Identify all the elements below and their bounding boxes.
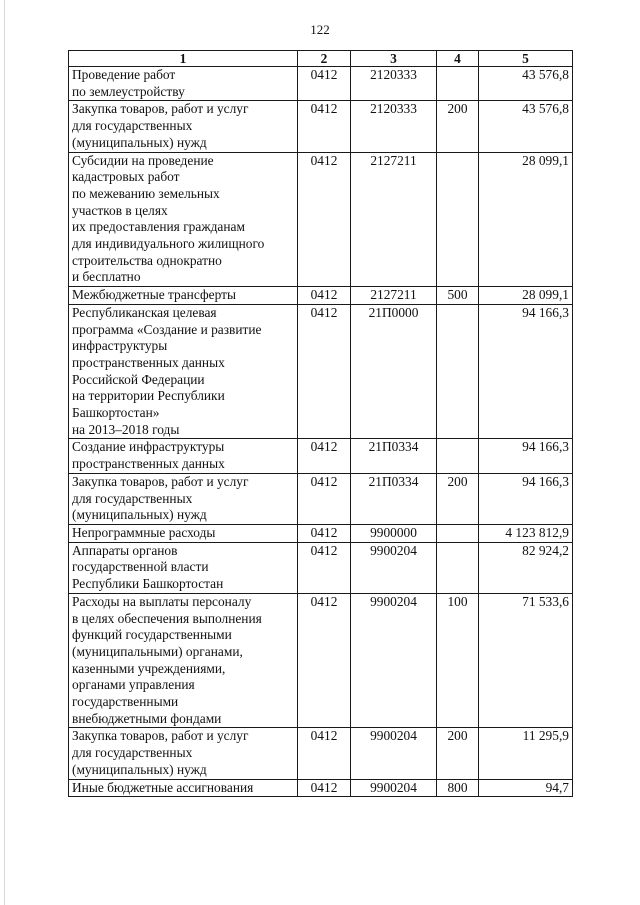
table-row (69, 473, 573, 524)
budget-table (68, 50, 573, 797)
cell-article: 9900204 (351, 542, 437, 593)
cell-section: 0412 (298, 439, 351, 473)
cell-amount: 94 166,3 (479, 473, 573, 524)
header-col-4: 4 (437, 51, 479, 67)
table-row (69, 728, 573, 779)
cell-amount: 94 166,3 (479, 439, 573, 473)
cell-expense-type: 200 (437, 728, 479, 779)
cell-article: 9900204 (351, 728, 437, 779)
cell-section: 0412 (298, 101, 351, 152)
cell-name: Межбюджетные трансферты (69, 287, 298, 305)
cell-article: 2127211 (351, 287, 437, 305)
cell-article: 9900000 (351, 524, 437, 542)
cell-section: 0412 (298, 524, 351, 542)
cell-expense-type: 100 (437, 593, 479, 728)
cell-section: 0412 (298, 287, 351, 305)
cell-article: 21П0334 (351, 439, 437, 473)
table-row (69, 152, 573, 287)
cell-amount: 28 099,1 (479, 152, 573, 287)
cell-section: 0412 (298, 67, 351, 101)
page-number: 122 (310, 22, 330, 37)
cell-amount: 4 123 812,9 (479, 524, 573, 542)
cell-name: Иные бюджетные ассигнования (69, 779, 298, 797)
cell-expense-type: 500 (437, 287, 479, 305)
cell-name: Непрограммные расходы (69, 524, 298, 542)
table-row (69, 593, 573, 728)
cell-section: 0412 (298, 542, 351, 593)
table-row (69, 439, 573, 473)
cell-section: 0412 (298, 304, 351, 439)
cell-expense-type (437, 67, 479, 101)
cell-section: 0412 (298, 593, 351, 728)
table-row (69, 287, 573, 305)
cell-name: Закупка товаров, работ и услуг для государственных (муниципальных) нужд (69, 101, 298, 152)
cell-amount: 71 533,6 (479, 593, 573, 728)
cell-amount: 28 099,1 (479, 287, 573, 305)
cell-amount: 43 576,8 (479, 101, 573, 152)
header-col-1: 1 (69, 51, 298, 67)
cell-amount: 82 924,2 (479, 542, 573, 593)
cell-amount: 94 166,3 (479, 304, 573, 439)
cell-name: Закупка товаров, работ и услуг для государственных (муниципальных) нужд (69, 728, 298, 779)
table-row (69, 524, 573, 542)
header-col-3: 3 (351, 51, 437, 67)
cell-section: 0412 (298, 728, 351, 779)
cell-article: 2127211 (351, 152, 437, 287)
table-row (69, 101, 573, 152)
cell-name: Закупка товаров, работ и услуг для государственных (муниципальных) нужд (69, 473, 298, 524)
cell-article: 21П0334 (351, 473, 437, 524)
cell-expense-type (437, 304, 479, 439)
cell-section: 0412 (298, 779, 351, 797)
cell-expense-type (437, 152, 479, 287)
table-header-row (69, 51, 573, 67)
cell-expense-type (437, 542, 479, 593)
cell-expense-type (437, 439, 479, 473)
cell-amount: 11 295,9 (479, 728, 573, 779)
cell-expense-type: 200 (437, 473, 479, 524)
scan-edge (4, 0, 5, 905)
table-body (69, 67, 573, 797)
cell-expense-type: 200 (437, 101, 479, 152)
cell-name: Аппараты органов государственной власти Республики Башкортостан (69, 542, 298, 593)
header-col-2: 2 (298, 51, 351, 67)
cell-article: 9900204 (351, 779, 437, 797)
header-col-5: 5 (479, 51, 573, 67)
table-row (69, 304, 573, 439)
cell-section: 0412 (298, 473, 351, 524)
cell-expense-type (437, 524, 479, 542)
cell-name: Республиканская целевая программа «Создание и развитие инфраструктуры пространственных данных Российской Федерации на территории Республики Башкортостан» на 2013–2018 годы (69, 304, 298, 439)
cell-article: 9900204 (351, 593, 437, 728)
cell-amount: 43 576,8 (479, 67, 573, 101)
table-row (69, 67, 573, 101)
cell-name: Расходы на выплаты персоналу в целях обеспечения выполнения функций государственными (муниципальными) органами, казенными учреждениями, органами управления государственными внебюджетными фондами (69, 593, 298, 728)
cell-article: 2120333 (351, 67, 437, 101)
table-row (69, 779, 573, 797)
cell-name: Создание инфраструктуры пространственных данных (69, 439, 298, 473)
cell-expense-type: 800 (437, 779, 479, 797)
cell-article: 21П0000 (351, 304, 437, 439)
cell-amount: 94,7 (479, 779, 573, 797)
cell-name: Субсидии на проведение кадастровых работ по межеванию земельных участков в целях их предоставления гражданам для индивидуального жилищного строительства однократно и бесплатно (69, 152, 298, 287)
cell-article: 2120333 (351, 101, 437, 152)
cell-section: 0412 (298, 152, 351, 287)
cell-name: Проведение работ по землеустройству (69, 67, 298, 101)
table-row (69, 542, 573, 593)
